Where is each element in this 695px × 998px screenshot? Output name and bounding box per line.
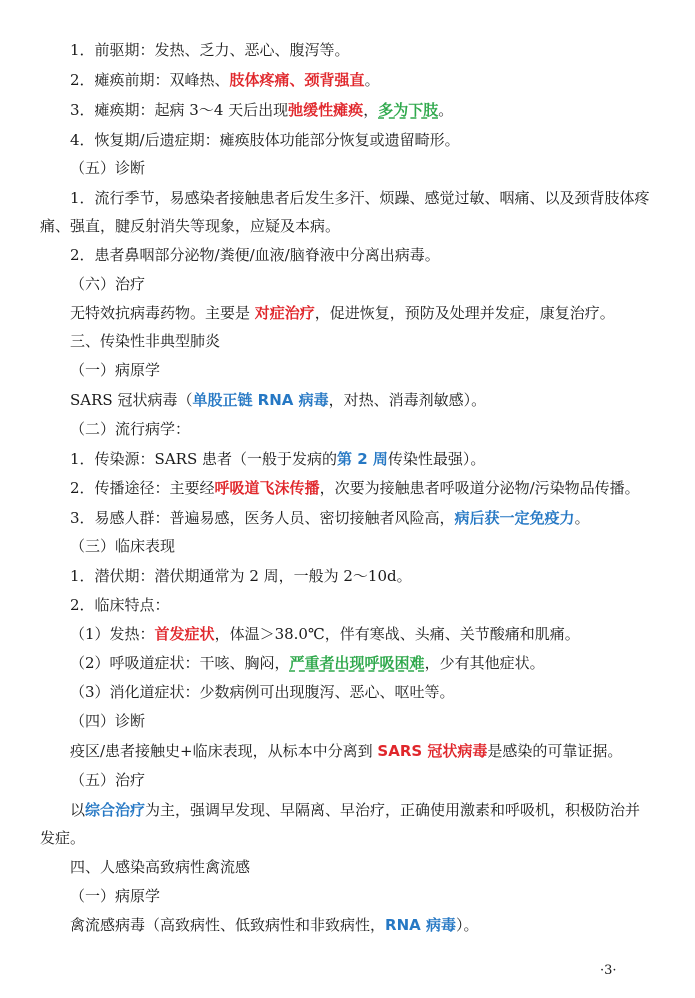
highlight-rna-virus-type: 单股正链 RNA 病毒 <box>192 391 329 409</box>
highlight-flaccid-paralysis: 弛缓性瘫痪 <box>288 101 364 119</box>
diag-line-2: 2．患者鼻咽部分泌物/粪便/血液/脑脊液中分离出病毒。 <box>70 246 440 264</box>
highlight-limb-pain: 肢体疼痛、颈背强直 <box>229 71 365 89</box>
diag-line-1a: 1．流行季节，易感染者接触患者后发生多汗、烦躁、感觉过敏、咽痛、以及颈背肢体疼 <box>70 189 650 207</box>
highlight-first-symptom: 首发症状 <box>154 625 215 643</box>
section-sars-heading: 三、传染性非典型肺炎 <box>70 332 221 350</box>
highlight-sars-coronavirus: SARS 冠状病毒 <box>377 742 488 760</box>
source-line: 1．传染源：SARS 患者（一般于发病的第 2 周传染性最强）。 <box>70 450 486 468</box>
features-line: 2．临床特点： <box>70 596 170 614</box>
sars-virus-line: SARS 冠状病毒（单股正链 RNA 病毒，对热、消毒剂敏感）。 <box>70 391 487 409</box>
avian-virus-line: 禽流感病毒（高致病性、低致病性和非致病性，RNA 病毒）。 <box>70 916 479 934</box>
preparalytic-line: 2．瘫痪前期：双峰热、肢体疼痛、颈背强直。 <box>70 71 380 89</box>
highlight-immunity: 病后获一定免疫力 <box>454 509 575 527</box>
sars-diag-line: 疫区/患者接触史+临床表现，从标本中分离到 SARS 冠状病毒是感染的可靠证据。 <box>70 742 623 760</box>
sars-treatment-a: 以综合治疗为主，强调早发现、早隔离、早治疗，正确使用激素和呼吸机，积极防治并 <box>70 801 641 819</box>
incubation-line: 1．潜伏期：潜伏期通常为 2 周，一般为 2～10d。 <box>70 567 412 585</box>
heading-etiology-1: （一）病原学 <box>70 361 161 379</box>
recovery-line: 4．恢复期/后遗症期：瘫痪肢体功能部分恢复或遗留畸形。 <box>70 131 460 149</box>
route-line: 2．传播途径：主要经呼吸道飞沫传播，次要为接触患者呼吸道分泌物/污染物品传播。 <box>70 479 640 497</box>
sars-treatment-b: 发症。 <box>40 829 86 847</box>
highlight-dyspnea: 严重者出现呼吸困难 <box>289 654 425 672</box>
page-number: ·3· <box>600 963 617 978</box>
diag-line-1b: 痛、强直，腱反射消失等现象，应疑及本病。 <box>40 217 341 235</box>
heading-etiology-avian: （一）病原学 <box>70 887 161 905</box>
paralytic-line: 3．瘫痪期：起病 3～4 天后出现弛缓性瘫痪，多为下肢。 <box>70 101 454 119</box>
highlight-rna-virus: RNA 病毒 <box>385 916 456 934</box>
heading-clinical-3: （三）临床表现 <box>70 537 176 555</box>
highlight-symptomatic-treatment: 对症治疗 <box>254 304 315 322</box>
highlight-week-2: 第 2 周 <box>337 450 388 468</box>
respiratory-line: （2）呼吸道症状：干咳、胸闷，严重者出现呼吸困难，少有其他症状。 <box>70 654 545 672</box>
heading-epidemiology-2: （二）流行病学： <box>70 420 191 438</box>
highlight-droplet-transmission: 呼吸道飞沫传播 <box>214 479 320 497</box>
heading-diagnosis-5: （五）诊断 <box>70 159 146 177</box>
digestive-line: （3）消化道症状：少数病例可出现腹泻、恶心、呕吐等。 <box>70 683 455 701</box>
heading-treatment-6: （六）治疗 <box>70 275 146 293</box>
treatment-line: 无特效抗病毒药物。主要是 对症治疗，促进恢复，预防及处理并发症，康复治疗。 <box>70 304 615 322</box>
section-avian-heading: 四、人感染高致病性禽流感 <box>70 858 251 876</box>
heading-treatment-5: （五）治疗 <box>70 771 146 789</box>
highlight-lower-limbs: 多为下肢 <box>378 101 439 119</box>
prodromal-line: 1．前驱期：发热、乏力、恶心、腹泻等。 <box>70 41 350 59</box>
highlight-comprehensive-treatment: 综合治疗 <box>85 801 146 819</box>
fever-line: （1）发热：首发症状，体温＞38.0℃，伴有寒战、头痛、关节酸痛和肌痛。 <box>70 625 580 643</box>
susceptible-line: 3．易感人群：普遍易感，医务人员、密切接触者风险高，病后获一定免疫力。 <box>70 509 590 527</box>
heading-diagnosis-4: （四）诊断 <box>70 712 146 730</box>
